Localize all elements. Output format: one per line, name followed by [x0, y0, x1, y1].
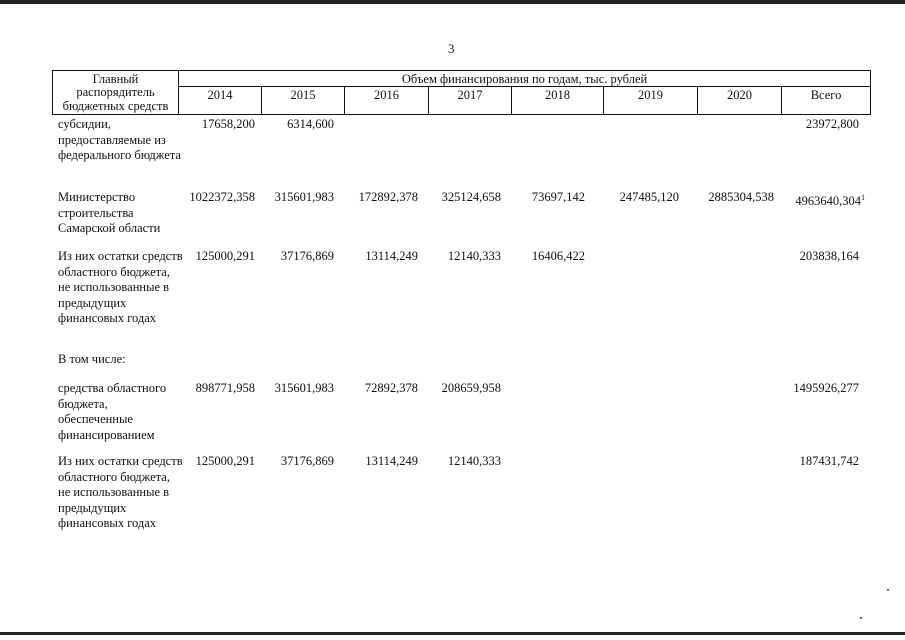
cell-2015: 315601,983 — [274, 190, 334, 204]
header-year: 2015 — [262, 87, 345, 115]
cell-total: 23972,800 — [805, 117, 859, 131]
header-year: 2018 — [512, 87, 604, 115]
cell-2014: 1022372,358 — [189, 190, 255, 204]
cell-2017: 12140,333 — [447, 454, 501, 468]
row-label: средства областного бюджета, обеспеченные финансированием — [58, 381, 167, 442]
cell-2014: 17658,200 — [201, 117, 255, 131]
row-label: В том числе: — [58, 352, 126, 366]
cell-2018: 73697,142 — [531, 190, 585, 204]
cell-total: 203838,164 — [799, 249, 859, 263]
cell-2016: 13114,249 — [365, 454, 418, 468]
header-year: 2016 — [345, 87, 429, 115]
cell-2017: 12140,333 — [447, 249, 501, 263]
cell-2016: 72892,378 — [364, 381, 418, 395]
cell-total: 4963640,304$^1$ — [795, 193, 865, 209]
cell-2017: 208659,958 — [441, 381, 501, 395]
page-number: 3 — [448, 41, 455, 56]
scan-speck — [860, 617, 862, 619]
cell-2018: 16406,422 — [531, 249, 585, 263]
cell-total: 1495926,277 — [793, 381, 859, 395]
cell-2017: 325124,658 — [441, 190, 501, 204]
row-label: Из них остатки средств областного бюджета, не использованные в предыдущих финансовых годах — [58, 249, 183, 325]
row-label: Из них остатки средств областного бюджета, не использованные в предыдущих финансовых годах — [58, 454, 183, 530]
cell-2016: 13114,249 — [365, 249, 418, 263]
header-year: 2020 — [698, 87, 782, 115]
cell-2020: 2885304,538 — [708, 190, 774, 204]
header-year: 2017 — [429, 87, 512, 115]
cell-2015: 6314,600 — [287, 117, 334, 131]
header-group-title: Объем финансирования по годам, тыс. рублей — [179, 71, 871, 87]
cell-2019: 247485,120 — [619, 190, 679, 204]
scan-speck — [887, 589, 889, 591]
cell-2015: 37176,869 — [280, 249, 334, 263]
header-year: 2014 — [179, 87, 262, 115]
header-row-head: Главный распорядитель бюджетных средств — [53, 71, 179, 115]
row-label: субсидии, предоставляемые из федерального бюджета — [58, 117, 181, 162]
row-label: Министерство строительства Самарской области — [58, 190, 161, 235]
cell-2016: 172892,378 — [358, 190, 418, 204]
header-total: Всего — [782, 87, 871, 115]
cell-2014: 125000,291 — [195, 249, 255, 263]
cell-2015: 315601,983 — [274, 381, 334, 395]
cell-2015: 37176,869 — [280, 454, 334, 468]
cell-total: 187431,742 — [799, 454, 859, 468]
header-year: 2019 — [604, 87, 698, 115]
cell-2014: 125000,291 — [195, 454, 255, 468]
cell-2014: 898771,958 — [195, 381, 255, 395]
footnote-mark: 1 — [861, 193, 865, 202]
